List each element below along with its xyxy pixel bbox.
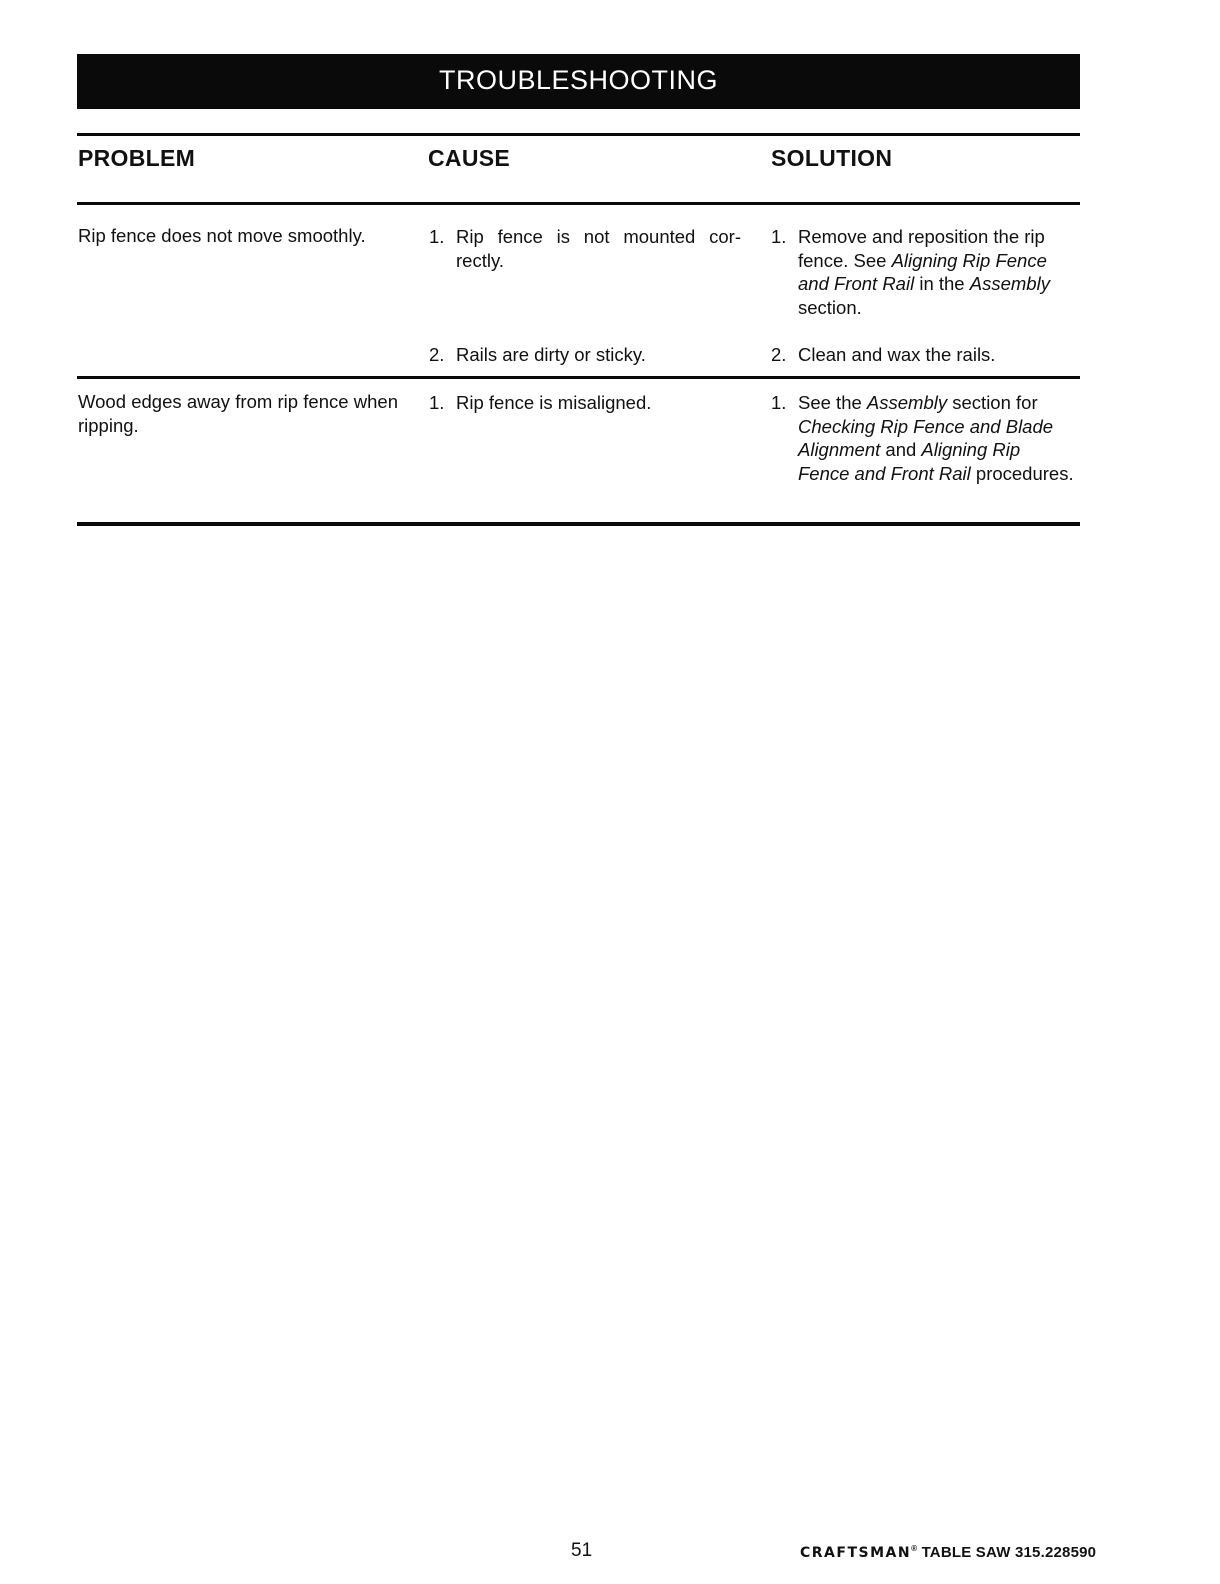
solution-text-part: in the	[914, 273, 970, 294]
cause-number: 1.	[429, 392, 445, 413]
solution-text-part: Aligning Rip Fence and Front Rail	[798, 439, 1021, 484]
trademark-mark: ®	[911, 1544, 918, 1553]
product-name: TABLE SAW 315.228590	[921, 1544, 1097, 1561]
solution-text-part: procedures.	[970, 462, 1074, 484]
solution-text-part: Remove and reposition the rip fence. See	[798, 226, 1045, 271]
footer-product-line	[800, 1544, 1096, 1561]
solution-text-part: section.	[798, 296, 862, 318]
column-header-solution: SOLUTION	[771, 145, 893, 171]
solution-item	[771, 343, 1076, 367]
solution-item	[771, 225, 1076, 319]
solution-text: Clean and wax the rails.	[798, 344, 996, 365]
solution-text-part: Checking Rip Fence and Blade Alignment	[798, 415, 1054, 460]
cause-number: 2.	[429, 344, 445, 365]
cause-text: Rip fence is not mounted cor-rectly.	[456, 226, 741, 271]
solution-item	[771, 391, 1076, 485]
page-number: 51	[571, 1540, 593, 1561]
problem-cell: Rip fence does not move smoothly.	[78, 225, 366, 246]
divider	[77, 522, 1080, 526]
divider	[77, 376, 1080, 379]
divider	[77, 133, 1080, 136]
brand-logo: CRAFTSMAN	[800, 1545, 912, 1561]
cause-item	[429, 391, 741, 415]
solution-text-part: Assembly	[969, 273, 1050, 294]
solution-number: 2.	[771, 344, 787, 365]
cause-text: Rails are dirty or sticky.	[456, 344, 646, 365]
problem-cell: Wood edges away from rip fence when ripping.	[78, 391, 398, 436]
column-header-cause: CAUSE	[428, 145, 511, 171]
solution-text	[798, 391, 1076, 485]
solution-number: 1.	[771, 392, 787, 413]
cause-item	[429, 225, 741, 272]
solution-text-part: and	[880, 439, 922, 460]
cause-number: 1.	[429, 226, 445, 247]
solution-text-part: Assembly	[866, 392, 948, 413]
solution-text-part: See the	[798, 392, 867, 413]
page-title: TROUBLESHOOTING	[77, 54, 1080, 109]
solution-text	[798, 225, 1076, 319]
solution-text-part: section for	[947, 392, 1038, 413]
solution-number: 1.	[771, 226, 787, 247]
divider	[77, 202, 1080, 205]
cause-item	[429, 343, 741, 367]
solution-text-part: Aligning Rip Fence and Front Rail	[798, 249, 1047, 294]
column-header-problem: PROBLEM	[78, 145, 196, 171]
cause-text: Rip fence is misaligned.	[456, 392, 652, 413]
